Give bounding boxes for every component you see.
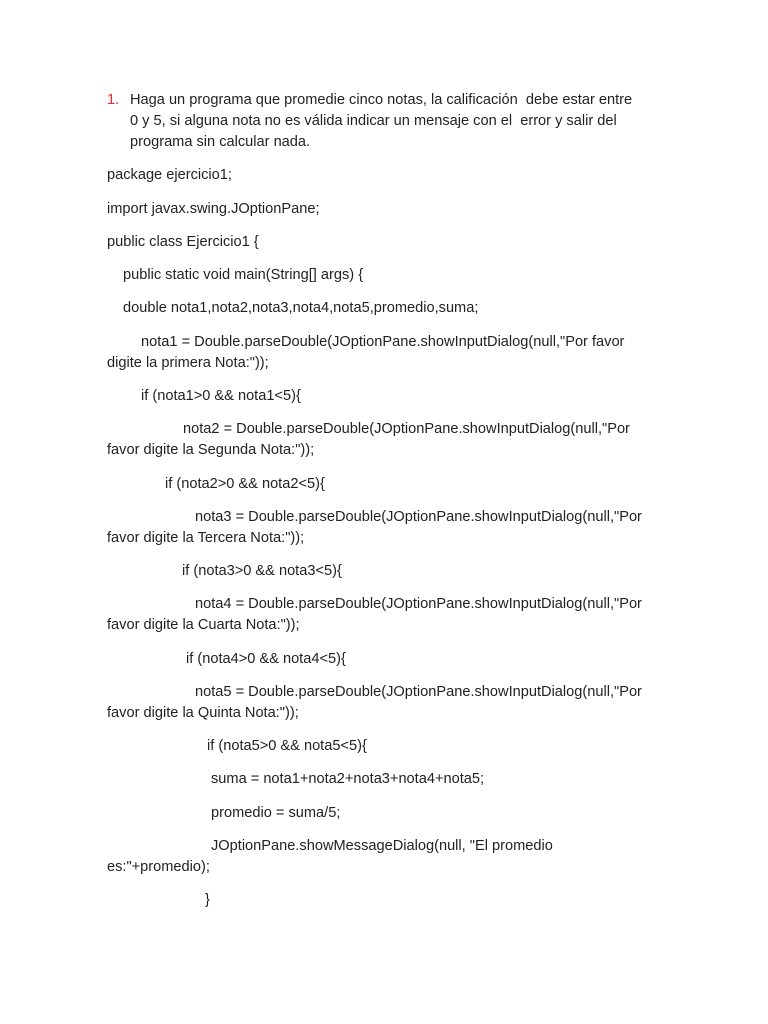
code-if-nota2: if (nota2>0 && nota2<5){	[165, 476, 325, 492]
code-main-declaration: public static void main(String[] args) {	[123, 267, 364, 283]
code-nota1-input-cont: digite la primera Nota:"));	[107, 355, 269, 371]
code-nota5-input-cont: favor digite la Quinta Nota:"));	[107, 705, 299, 721]
code-nota3-input: nota3 = Double.parseDouble(JOptionPane.showInputDialog(null,"Por	[195, 509, 642, 525]
code-nota1-input: nota1 = Double.parseDouble(JOptionPane.showInputDialog(null,"Por favor	[141, 334, 625, 350]
code-closing-brace: }	[205, 892, 210, 908]
exercise-number: 1.	[107, 92, 120, 108]
code-nota5-input: nota5 = Double.parseDouble(JOptionPane.showInputDialog(null,"Por	[195, 684, 642, 700]
code-package: package ejercicio1;	[107, 167, 232, 183]
code-import: import javax.swing.JOptionPane;	[107, 201, 320, 217]
code-if-nota3: if (nota3>0 && nota3<5){	[182, 563, 342, 579]
code-if-nota5: if (nota5>0 && nota5<5){	[207, 738, 367, 754]
code-show-message-cont: es:"+promedio);	[107, 859, 210, 875]
code-if-nota4: if (nota4>0 && nota4<5){	[186, 651, 346, 667]
code-nota2-input-cont: favor digite la Segunda Nota:"));	[107, 442, 315, 458]
code-nota4-input-cont: favor digite la Cuarta Nota:"));	[107, 617, 300, 633]
code-suma: suma = nota1+nota2+nota3+nota4+nota5;	[211, 771, 485, 787]
code-nota3-input-cont: favor digite la Tercera Nota:"));	[107, 530, 305, 546]
statement-line: programa sin calcular nada.	[130, 134, 311, 150]
code-variables: double nota1,nota2,nota3,nota4,nota5,promedio,suma;	[123, 300, 479, 316]
code-show-message: JOptionPane.showMessageDialog(null, "El promedio	[211, 838, 553, 854]
code-promedio: promedio = suma/5;	[211, 805, 341, 821]
code-if-nota1: if (nota1>0 && nota1<5){	[141, 388, 301, 404]
code-class-declaration: public class Ejercicio1 {	[107, 234, 259, 250]
statement-line: 0 y 5, si alguna nota no es válida indicar un mensaje con el error y salir del	[130, 113, 617, 129]
code-nota2-input: nota2 = Double.parseDouble(JOptionPane.showInputDialog(null,"Por	[183, 421, 630, 437]
code-nota4-input: nota4 = Double.parseDouble(JOptionPane.showInputDialog(null,"Por	[195, 596, 642, 612]
statement-line: Haga un programa que promedie cinco notas, la calificación debe estar entre	[130, 92, 633, 108]
